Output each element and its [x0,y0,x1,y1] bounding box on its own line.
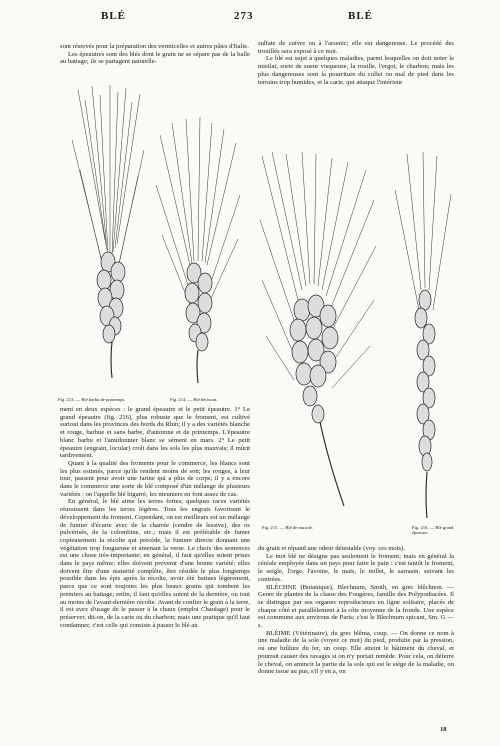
paragraph: Les épeautres sont des blés dont le grain ne se sépare pas de la balle au battage; ils se partagent naturelle- [60,50,250,66]
paragraph: ment en deux espèces : le grand épeautre et le petit épeautre. 1° Le grand épeautre (fig. 216), plus robuste que le froment, est cultivé surtout dans les provinces des bords du Rhin; il y a des variétés blanche et rouge, barbue et sans barbe, d'automne et de printemps. L'épeautre blanc barbu et l'amidonnier blanc se sèment en mars. 2° Le petit épeautre (engrain, locular) croît dans les sols les plus mauvais; il mûrit tardivement. [60,406,250,460]
signature-mark: 18 [440,726,447,733]
right-column-top-text [258,40,454,128]
figure-214-caption: Fig. 214. — Blé hérisson. [170,397,218,402]
running-head-left: BLÉ [101,10,127,22]
figure-215-wheat-ear [258,150,378,510]
figure-216-caption: Fig. 216. — Blé grand épeautre. [412,525,454,535]
figure-214-wheat-ear [150,115,245,385]
paragraph: sulfate de cuivre ou à l'arsenic; elle est dangereuse. Le procédé des trouillés sera exposé à ce mot. [258,40,454,55]
figure-215-caption: Fig. 215. — Blé de miracle. [262,525,314,530]
left-column-top-text [60,43,250,75]
figure-216-wheat-ear [385,150,465,520]
figure-213-wheat-ear [60,80,150,380]
paragraph: du grain et répand une odeur détestable (voy. ces mots). [258,545,405,552]
paragraph: BLÈIME (Vétérinaire), du grec blêma, coup. — On donne ce nom à une maladie de la sole (voyez ce mot) du pied, produite par la pression, ou une brûlure du fer, un coup. Elle atteint le bâtiment du cheval, et pourrait causer des ravages si on n'y portait remède. Pour cela, on déferre le cheval, on amincit la partie de la sole qui est le siège de la maladie, on donne issue au pus, s'il y en a, on [258,629,454,676]
paragraph: sont réservés pour la préparation des vermicelles et autres pâtes d'Italie. [60,43,249,50]
right-column-body-text [258,545,454,723]
figure-213-caption: Fig. 213. — Blé barbu de printemps. [58,397,126,402]
paragraph: En général, le blé aime les terres fortes; quelques races variétés réussissent dans les terres légères. Tous les engrais favorisent le développement du froment. Cependant, on est meilleurs est un mélange de fumier d'écurie avec de la charrée (cendre de lessive), des os pulvérisés, de la colombine, etc.; mais il est préférable de fumer copieusement la récolte qui précède, la fumure directe donnant une végétation trop fougueuse et amenant la verse. Le choix des semences est une chose très-importante; en général, il faut qu'elles soient prises dans le pays même; elles doivent provenir d'une bonne variété; elles doivent être d'une maturité complète, être résidée le plus longtemps possible dans les épis après la récolte, avoir été battues légèrement, parce que ce sont toujours les plus beaux grains qui tombent les premiers au battage; enfin, il faut qu'elles soient de la dernière, ou tout au moins de l'avant-dernière récolte. Avant de confier le grain à la terre, il est avez d'usage de le passer à la chaux (emploi Chaulage) pour le préserver, dit-on, de la carie ou du charbon; mais une pratique qu'il faut condamner, c'est celle qui consiste à passer le blé au [60,498,250,629]
running-head-right: BLÉ [348,10,374,22]
paragraph: BLÉCHNE (Botanique), Blechnum, Smith, en grec blêchnon. — Genre de plantes de la classe des Fougères, famille des Polypodiacées. Il se distingue par ses organes reproducteurs en ligne solitaire, placés de chaque côté et parallèlement à la côte moyenne de la fronde. Une espèce est commune aux environs de Paris; c'est le Blechnum spicant, Sm. G — s. [258,583,454,630]
left-column-body-text [60,406,250,722]
paragraph: Le mot blé ne désigne pas seulement le froment; mais en général la céréale employée dans un pays pour faire le pain : c'est tantôt le froment, le seigle, l'orge, l'avoine, le maïs, le millet, le sarrasin, suivant les contrées. [258,552,454,583]
paragraph: Le blé est sujet à quelques maladies, parmi lesquelles on doit noter le mieilat, sorte de sueur visqueuse, la rouille, l'ergot, le charbon; mais les plus dangereuses sont la pourriture du collet ou mal de pied dans les terrains trop humides, et la carie, qui attaque l'intérieur [258,55,454,86]
page-number: 273 [234,10,254,22]
paragraph: Quant à la qualité des froments pour le commerce, les blancs sont les plus estimés, parce qu'ils rendent moins de son; les rouges, à leur tour, passent pour avoir une farine qui a plus de corps; il y a encore dans le commerce une sorte de blé composé d'un mélange de plusieurs variétés : on l'appelle blé bigarré; les meuniers en font assez de cas. [60,459,250,498]
